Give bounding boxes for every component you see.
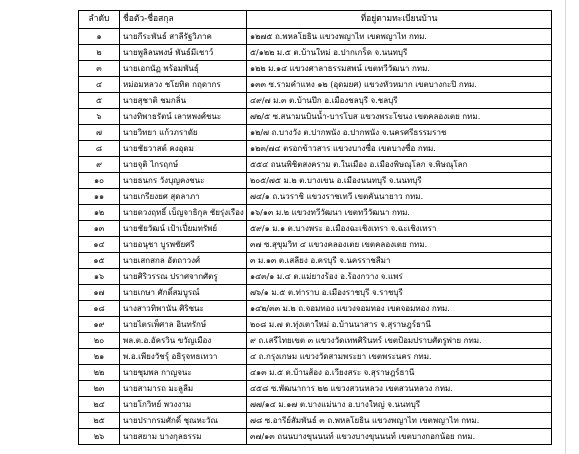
row-address: ๔ ถ.กรุงเกษม แขวงวัดสามพระยา เขตพระนคร กทม. — [247, 349, 552, 365]
row-number: ๑๑ — [79, 189, 120, 205]
row-address: ๗๖/๑ ม.๕ ต.ท่าราบ อ.เมืองราชบุรี จ.ราชบุรี — [247, 285, 552, 301]
table-row — [79, 317, 552, 333]
row-name: นายเกรียงยศ สุดลาภา — [120, 189, 247, 205]
row-name: นายอนุชา บูรพชัยศรี — [120, 237, 247, 253]
row-address: ๒๐๘ ม.๗ ต.ทุ่งเตาใหม่ อ.บ้านนาสาร จ.สุราษฎร์ธานี — [247, 317, 552, 333]
table-row — [79, 413, 552, 429]
row-address: ๓๗ ซ.สุขุมวิท ๔ แขวงคลองเตย เขตคลองเตย กทม. — [247, 237, 552, 253]
row-address: ๗๒/๕ ซ.สนามนบินน้ำ-บารโบส แขวงพระโขนง เขตคลองเตย กทม. — [247, 109, 552, 125]
row-address: ๔๑๓ ม.๕ ต.บ้านส้อง อ.เวียงสระ จ.สุราษฎร์ธานี — [247, 365, 552, 381]
row-address: ๑๖/๑๓ ม.๒ แขวงทวีวัฒนา เขตทวีวัฒนา กทม. — [247, 205, 552, 221]
row-name: นายโกวิทย์ พวงงาม — [120, 397, 247, 413]
row-number: ๒๖ — [79, 429, 120, 445]
row-number: ๗ — [79, 125, 120, 141]
table-row — [79, 221, 552, 237]
table-row — [79, 61, 552, 77]
row-name: นายพูลิลนพงษ์ พันธ์มีเชาว์ — [120, 45, 247, 61]
row-number: ๔ — [79, 77, 120, 93]
row-address: ๗๗/๑๔ ม.๑๗ ต.บางแม่นาง อ.บางใหญ่ จ.นนทบุรี — [247, 397, 552, 413]
table-body — [79, 29, 552, 445]
row-number: ๖ — [79, 109, 120, 125]
row-name: นายไตรเพ็ศาล อินทรักษ์ — [120, 317, 247, 333]
table-row — [79, 157, 552, 173]
row-number: ๑๖ — [79, 269, 120, 285]
row-number: ๒ — [79, 45, 120, 61]
header-address: ที่อยู่ตามทะเบียนบ้าน — [247, 11, 552, 29]
header-name: ชื่อตัว-ชื่อสกุล — [120, 11, 247, 29]
row-name: หม่อมหลวง ชโยทิต กฤดากร — [120, 77, 247, 93]
row-name: นายกีระพันธ์ สาลีรัฐวิภาค — [120, 29, 247, 45]
table-row — [79, 429, 552, 445]
table-row — [79, 173, 552, 189]
row-address: ๑๔๒/๓๓ ม.๒ ถ.จอมทอง แขวงจอมทอง เขตจอมทอง กทม. — [247, 301, 552, 317]
table-row — [79, 189, 552, 205]
row-name: นายธนกร วังบุญคงชนะ — [120, 173, 247, 189]
row-address: ๓ ม.๑๓ ต.เสลียง อ.ครบุรี จ.นครราชสีมา — [247, 253, 552, 269]
row-address: ๕๙/๑ ม.๑ ต.บางพระ อ.เมืองฉะเชิงเทรา จ.ฉะเชิงเทรา — [247, 221, 552, 237]
row-number: ๑๔ — [79, 237, 120, 253]
row-name: นายดวงฤทธิ์ เบ็ญจาธิกุล ชัยรุ่งเรือง — [120, 205, 247, 221]
row-name: นายสามารถ มะลูลีม — [120, 381, 247, 397]
page-edge-divider — [565, 0, 566, 454]
row-address: ๗๔/๑ ถ.นวราชิ แขวงราชเทวี เขตคันนายาว กทม. — [247, 189, 552, 205]
table-row — [79, 301, 552, 317]
row-number: ๑๕ — [79, 253, 120, 269]
row-address: ๔๙/๗ ม.๓ ต.บ้านปึก อ.เมืองชลบุรี จ.ชลบุรี — [247, 93, 552, 109]
row-name: นายชัยวาสต์ คงอุดม — [120, 141, 247, 157]
row-number: ๒๓ — [79, 381, 120, 397]
row-name: พล.ต.อ.อัครวิน ขวัญเมือง — [120, 333, 247, 349]
row-name: นายปรากรมศักดิ์ ชุณหะวัณ — [120, 413, 247, 429]
row-address: ๑๓๓ ซ.รามคำแหง ๑๒ (อุดมยศ) แขวงหัวหมาก เขตบางกะปิ กทม. — [247, 77, 552, 93]
table-row — [79, 269, 552, 285]
row-number: ๙ — [79, 157, 120, 173]
row-name: นายเกษา ศักดิ์สมบูรณ์ — [120, 285, 247, 301]
address-table — [78, 10, 552, 445]
row-number: ๑๘ — [79, 301, 120, 317]
row-name: นางสาวทิพานัน ศิริชนะ — [120, 301, 247, 317]
table-row — [79, 93, 552, 109]
table-row — [79, 349, 552, 365]
row-number: ๑๗ — [79, 285, 120, 301]
row-name: นายศิริวรรณ ปราศจากศัตรู — [120, 269, 247, 285]
table-row — [79, 365, 552, 381]
header-row — [79, 11, 552, 29]
row-address: ๑๔๓/๑ ม.๔ ต.แม่ยางร้อง อ.ร้องกวาง จ.แพร่ — [247, 269, 552, 285]
row-number: ๓ — [79, 61, 120, 77]
row-number: ๑๓ — [79, 221, 120, 237]
row-number: ๒๑ — [79, 349, 120, 365]
row-address: ๒๐๕/๗๕ ม.๒ ต.บางเขน อ.เมืองนนทบุรี จ.นนทบุรี — [247, 173, 552, 189]
table-row — [79, 333, 552, 349]
row-number: ๒๔ — [79, 397, 120, 413]
row-name: นายชุมพล กาญจนะ — [120, 365, 247, 381]
header-no: ลำดับ — [79, 11, 120, 29]
row-number: ๑๙ — [79, 317, 120, 333]
row-name: นายจุติ ไกรฤกษ์ — [120, 157, 247, 173]
row-address: ๓๗/๑๓ ถนนบางขุนนนท์ แขวงบางขุนนนท์ เขตบางกอกน้อย กทม. — [247, 429, 552, 445]
table-row — [79, 77, 552, 93]
row-name: นายสยาม บางกุลธรรม — [120, 429, 247, 445]
row-address: ๑๒/๗ ถ.บางวัง ต.ปากพนัง อ.ปากพนัง จ.นครศรีธรรมราช — [247, 125, 552, 141]
table-row — [79, 141, 552, 157]
row-address: ๔๕๘ ซ.พัฒนาการ ๒๒ แขวงสวนหลวง เขตสวนหลวง กทม. — [247, 381, 552, 397]
row-name: นายชัยวัฒน์ เป้าเปี่ยมทรัพย์ — [120, 221, 247, 237]
row-name: พ.อ.เพียงวัชรุ์ อธิรุจทธเทวา — [120, 349, 247, 365]
row-address: ๑๒๓/๗๔ ตรอกข้าวสาร แขวงบางซื่อ เขตบางซื่อ กทม. — [247, 141, 552, 157]
table-header — [79, 11, 552, 29]
table-row — [79, 29, 552, 45]
row-number: ๑๐ — [79, 173, 120, 189]
row-address: ๕๕๔ ถนนพิชิตสงคราม ต.ในเมือง อ.เมืองพิษณุโลก จ.พิษณุโลก — [247, 157, 552, 173]
table-row — [79, 285, 552, 301]
row-number: ๑ — [79, 29, 120, 45]
row-name: นายเอกนัฏ พร้อมพันธุ์ — [120, 61, 247, 77]
row-address: ๗๘ ซ.อารีย์สัมพันธ์ ๓ ถ.พหลโยธิน แขวงพญาไท เขตพญาไท กทม. — [247, 413, 552, 429]
row-name: นายวิทยา แก้วภราดัย — [120, 125, 247, 141]
row-address: ๑๒๒ ม.๑๔ แขวงศาลาธรรมสพน์ เขตทวีวัฒนา กทม. — [247, 61, 552, 77]
table-row — [79, 397, 552, 413]
table-row — [79, 205, 552, 221]
row-name: นายเสกสกล อัตถาวงศ์ — [120, 253, 247, 269]
row-address: ๙ ถ.เสรีไทยเขต ๓ แขวงวัดเทพศิรินทร์ เขตป้อมปราบศัตรูพ่าย กทม. — [247, 333, 552, 349]
table-row — [79, 45, 552, 61]
table-row — [79, 253, 552, 269]
row-address: ๕/๑๒๒ ม.๕ ต.บ้านใหม่ อ.ปากเกร็ด จ.นนทบุรี — [247, 45, 552, 61]
row-name: นายสุชาติ ชมกลิ่น — [120, 93, 247, 109]
row-number: ๒๕ — [79, 413, 120, 429]
row-number: ๘ — [79, 141, 120, 157]
row-address: ๑๒๗๕ ถ.พหลโยธิน แขวงพญาไท เขตพญาไท กทม. — [247, 29, 552, 45]
table-row — [79, 381, 552, 397]
row-number: ๑๒ — [79, 205, 120, 221]
row-number: ๕ — [79, 93, 120, 109]
table-row — [79, 237, 552, 253]
row-number: ๒๒ — [79, 365, 120, 381]
row-name: นางทิพาธรัตน์ เลาหพงศ์ชนะ — [120, 109, 247, 125]
table-row — [79, 125, 552, 141]
table-row — [79, 109, 552, 125]
row-number: ๒๐ — [79, 333, 120, 349]
